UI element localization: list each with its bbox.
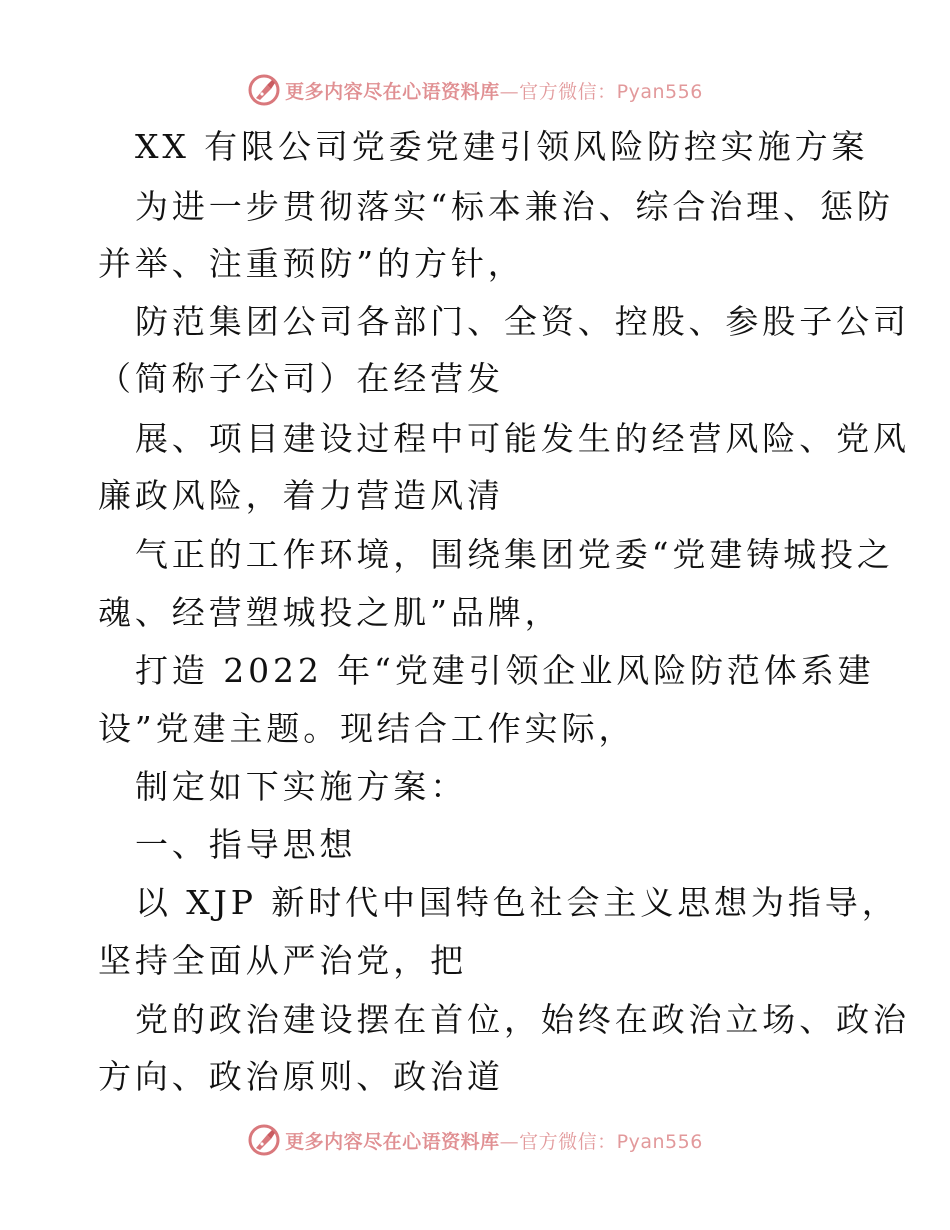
pen-nib-logo-icon — [247, 1123, 281, 1157]
watermark-wechat: 官方微信：Pyan556 — [519, 1130, 703, 1153]
paragraph-line: 展、项目建设过程中可能发生的经营风险、党风 — [135, 419, 910, 458]
footer-watermark — [0, 1120, 950, 1160]
paragraph-line: 魂、经营塑城投之肌”品牌， — [98, 593, 562, 632]
paragraph-line: 以 XJP 新时代中国特色社会主义思想为指导， — [135, 883, 899, 922]
paragraph-line: 为进一步贯彻落实“标本兼治、综合治理、惩防 — [135, 187, 894, 226]
paragraph-line: 气正的工作环境，围绕集团党委“党建铸城投之 — [135, 535, 894, 574]
watermark-brand: 更多内容尽在心语资料库 — [285, 1130, 500, 1153]
watermark-text — [285, 1127, 703, 1154]
document-title: XX 有限公司党委党建引领风险防控实施方案 — [135, 127, 869, 166]
paragraph-line: 党的政治建设摆在首位，始终在政治立场、政治 — [135, 1000, 910, 1039]
paragraph-line: 防范集团公司各部门、全资、控股、参股子公司 — [135, 302, 910, 341]
paragraph-line: 坚持全面从严治党，把 — [98, 941, 467, 980]
paragraph-line: 制定如下实施方案： — [135, 767, 468, 806]
watermark-dash: — — [499, 1130, 520, 1153]
watermark-dash: — — [499, 80, 520, 103]
watermark-brand: 更多内容尽在心语资料库 — [285, 80, 500, 103]
paragraph-line: 并举、注重预防”的方针， — [98, 244, 525, 283]
paragraph-line: 方向、政治原则、政治道 — [98, 1057, 504, 1096]
watermark-wechat: 官方微信：Pyan556 — [519, 80, 703, 103]
paragraph-line: 廉政风险，着力营造风清 — [98, 476, 504, 515]
paragraph-line: （简称子公司）在经营发 — [98, 359, 504, 398]
section-heading: 一、指导思想 — [135, 825, 357, 864]
paragraph-line: 设”党建主题。现结合工作实际， — [98, 709, 636, 748]
paragraph-line: 打造 2022 年“党建引领企业风险防范体系建 — [135, 651, 875, 690]
